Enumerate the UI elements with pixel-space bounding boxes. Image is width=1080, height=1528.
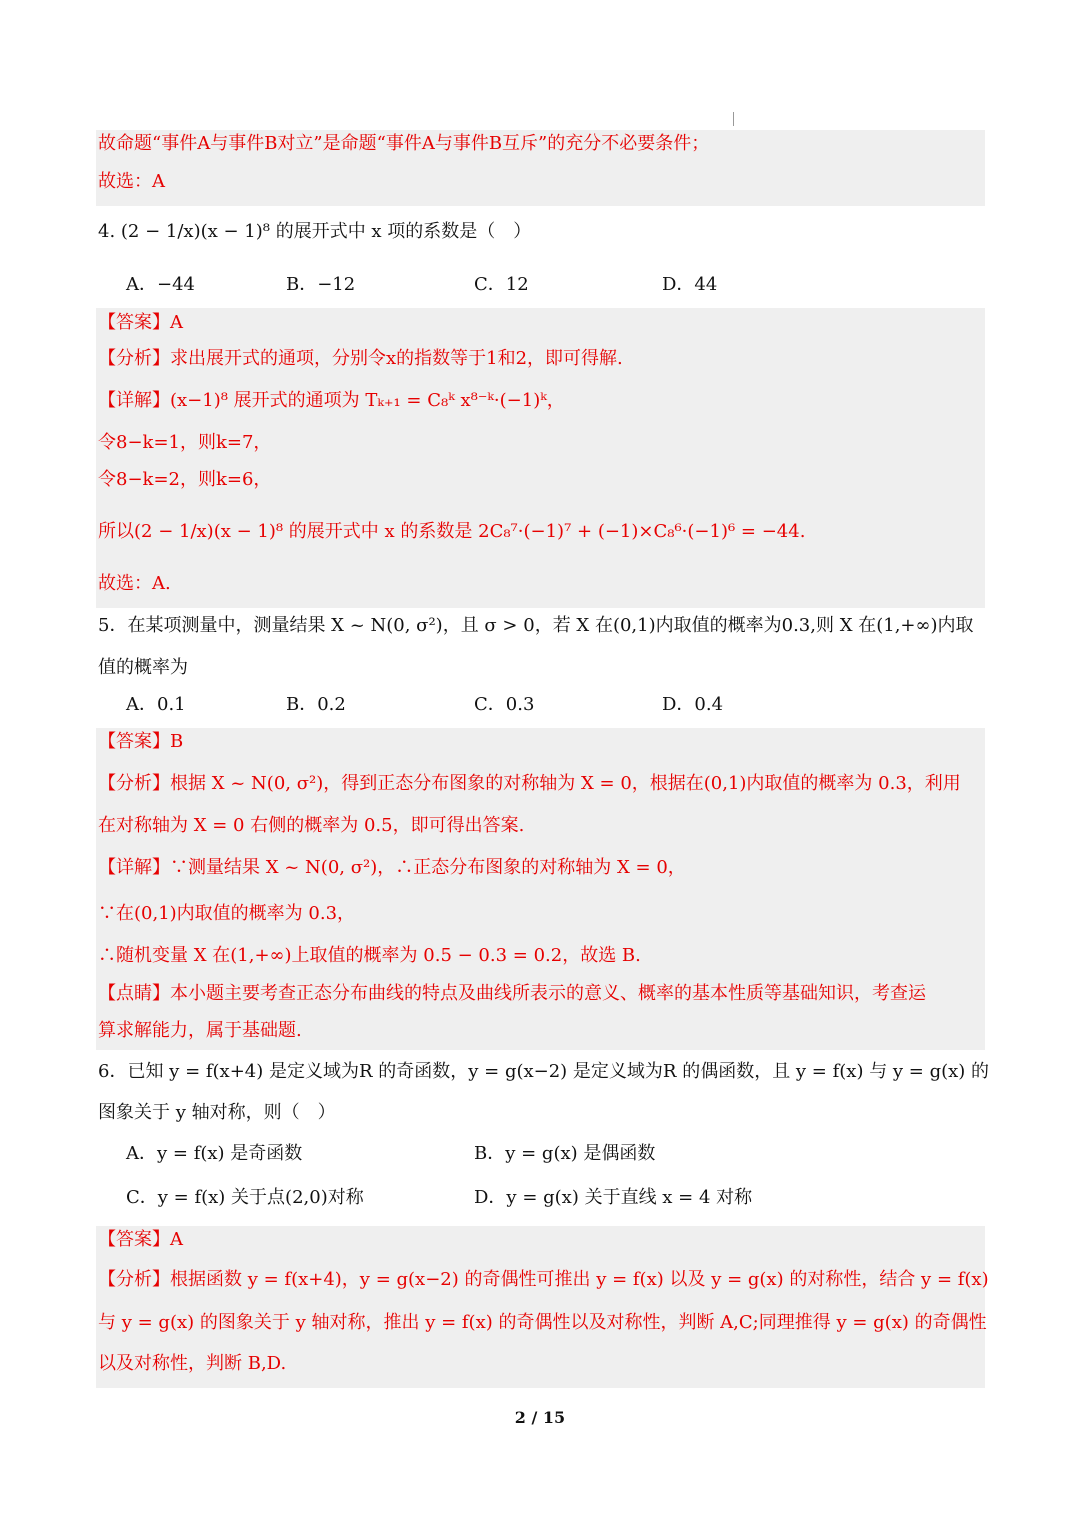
q6-option-a: A．y = f(x) 是奇函数 <box>126 1143 303 1164</box>
q4-answer: 【答案】A <box>98 312 183 333</box>
q4-choice: 故选：A. <box>98 573 171 594</box>
q5-comment-line2: 算求解能力，属于基础题. <box>98 1020 302 1041</box>
q5-comment-line1: 【点睛】本小题主要考查正态分布曲线的特点及曲线所表示的意义、概率的基本性质等基础知识，考查运 <box>98 983 926 1004</box>
prev-choice: 故选：A <box>98 171 165 192</box>
q6-answer: 【答案】A <box>98 1229 183 1250</box>
q6-option-b: B．y = g(x) 是偶函数 <box>474 1143 656 1164</box>
q6-option-d: D．y = g(x) 关于直线 x = 4 对称 <box>474 1187 753 1208</box>
q6-analysis-line2: 与 y = g(x) 的图象关于 y 轴对称，推出 y = f(x) 的奇偶性以及对称性，判断 A,C;同理推得 y = g(x) 的奇偶性 <box>98 1312 987 1333</box>
q4-step2: 令8−k=2，则k=6， <box>98 469 272 490</box>
page-number: 2 / 15 <box>514 1408 566 1427</box>
q5-option-c: C．0.3 <box>474 694 535 715</box>
q4-step1: 令8−k=1，则k=7， <box>98 432 272 453</box>
q4-option-c: C．12 <box>474 274 529 295</box>
q5-analysis-line2: 在对称轴为 X = 0 右侧的概率为 0.5，即可得出答案. <box>98 815 525 836</box>
page-corner-mark <box>733 112 734 126</box>
q4-option-b: B．−12 <box>286 274 356 295</box>
q4-stem: 4. (2 − 1/x)(x − 1)⁸ 的展开式中 x 项的系数是（ ） <box>98 221 532 242</box>
q5-stem-line2: 值的概率为 <box>98 657 188 678</box>
q6-stem-line2: 图象关于 y 轴对称，则（ ） <box>98 1102 336 1123</box>
q4-option-a: A．−44 <box>126 274 195 295</box>
q5-step2: ∴随机变量 X 在(1,+∞)上取值的概率为 0.5 − 0.3 = 0.2，故选 B. <box>98 945 641 966</box>
q4-option-d: D．44 <box>662 274 718 295</box>
q5-option-d: D．0.4 <box>662 694 724 715</box>
q5-option-a: A．0.1 <box>126 694 186 715</box>
prev-conclusion: 故命题“事件A与事件B对立”是命题“事件A与事件B互斥”的充分不必要条件； <box>98 133 710 154</box>
q5-answer: 【答案】B <box>98 731 184 752</box>
q5-stem-line1: 5．在某项测量中，测量结果 X ~ N(0, σ²)，且 σ > 0，若 X 在(0,1)内取值的概率为0.3,则 X 在(1,+∞)内取 <box>98 615 974 636</box>
q5-analysis-line1: 【分析】根据 X ~ N(0, σ²)，得到正态分布图象的对称轴为 X = 0，根据在(0,1)内取值的概率为 0.3，利用 <box>98 773 961 794</box>
q6-analysis-line3: 以及对称性，判断 B,D. <box>98 1353 287 1374</box>
q6-stem-line1: 6．已知 y = f(x+4) 是定义域为R 的奇函数，y = g(x−2) 是定义域为R 的偶函数，且 y = f(x) 与 y = g(x) 的 <box>98 1061 990 1082</box>
q5-detail: 【详解】∵测量结果 X ~ N(0, σ²)，∴正态分布图象的对称轴为 X = 0， <box>98 857 686 878</box>
q5-option-b: B．0.2 <box>286 694 346 715</box>
q6-option-c: C．y = f(x) 关于点(2,0)对称 <box>126 1187 364 1208</box>
q4-step3: 所以(2 − 1/x)(x − 1)⁸ 的展开式中 x 的系数是 2C₈⁷·(−1)⁷ + (−1)×C₈⁶·(−1)⁶ = −44. <box>98 521 806 542</box>
q4-detail: 【详解】(x−1)⁸ 展开式的通项为 Tₖ₊₁ = C₈ᵏ x⁸⁻ᵏ·(−1)ᵏ， <box>98 390 565 411</box>
q4-analysis: 【分析】求出展开式的通项，分别令x的指数等于1和2，即可得解. <box>98 348 623 369</box>
q6-analysis-line1: 【分析】根据函数 y = f(x+4)，y = g(x−2) 的奇偶性可推出 y = f(x) 以及 y = g(x) 的对称性，结合 y = f(x) <box>98 1269 989 1290</box>
q5-step1: ∵在(0,1)内取值的概率为 0.3， <box>98 903 356 924</box>
